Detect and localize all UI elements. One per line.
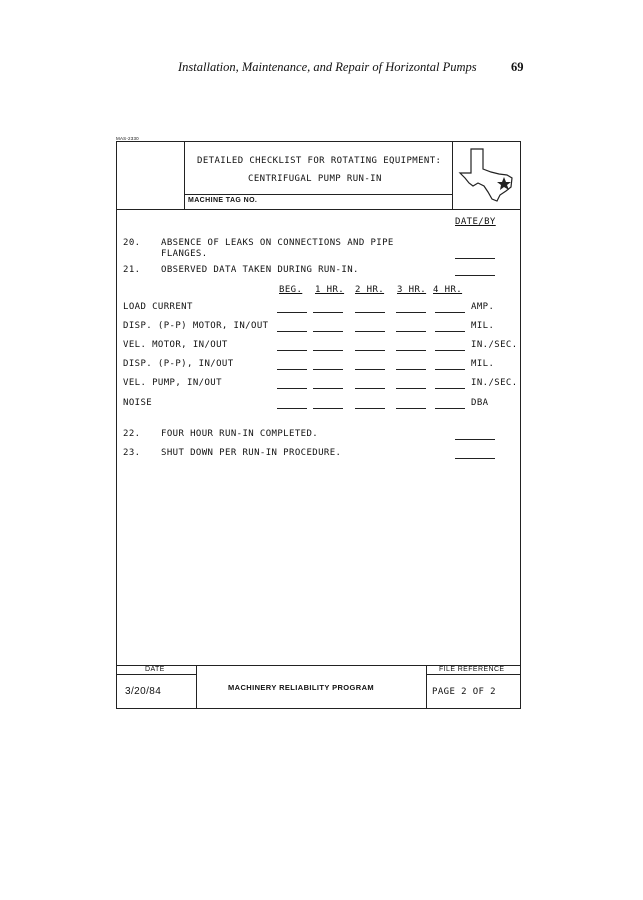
item-20-text-cont: FLANGES. — [161, 249, 208, 259]
col-header-4hr: 4 HR. — [433, 285, 463, 295]
footer-date-label: DATE — [145, 666, 165, 673]
col-header-3hr: 3 HR. — [397, 285, 427, 295]
header-divider-right — [452, 142, 453, 210]
item-22-text: FOUR HOUR RUN-IN COMPLETED. — [161, 429, 319, 439]
header-tag-line — [184, 194, 452, 195]
reading-blank[interactable] — [313, 331, 343, 332]
reading-blank[interactable] — [435, 388, 465, 389]
item-22-signoff[interactable] — [455, 439, 495, 440]
footer-divider-right — [426, 665, 427, 709]
item-20-text: ABSENCE OF LEAKS ON CONNECTIONS AND PIPE — [161, 238, 394, 248]
date-by-label: DATE/BY — [455, 217, 496, 227]
footer-date-value: 3/20/84 — [125, 686, 162, 697]
row-unit: IN./SEC. — [471, 340, 518, 350]
reading-blank[interactable] — [313, 312, 343, 313]
reading-blank[interactable] — [355, 312, 385, 313]
reading-blank[interactable] — [396, 350, 426, 351]
reading-blank[interactable] — [277, 350, 307, 351]
row-unit: AMP. — [471, 302, 495, 312]
checklist-form — [116, 141, 521, 709]
row-unit: MIL. — [471, 359, 495, 369]
reading-blank[interactable] — [355, 408, 385, 409]
row-label: VEL. MOTOR, IN/OUT — [123, 340, 228, 350]
row-label: DISP. (P-P) MOTOR, IN/OUT — [123, 321, 269, 331]
form-number: MAS-2330 — [116, 136, 139, 141]
reading-blank[interactable] — [277, 312, 307, 313]
page-header — [0, 60, 643, 80]
reading-blank[interactable] — [313, 408, 343, 409]
item-23-signoff[interactable] — [455, 458, 495, 459]
reading-blank[interactable] — [355, 388, 385, 389]
row-label: VEL. PUMP, IN/OUT — [123, 378, 222, 388]
reading-blank[interactable] — [277, 408, 307, 409]
checklist-subtitle: CENTRIFUGAL PUMP RUN-IN — [248, 174, 382, 184]
machine-tag-label: MACHINE TAG NO. — [188, 197, 258, 204]
reading-blank[interactable] — [396, 331, 426, 332]
reading-blank[interactable] — [435, 408, 465, 409]
page-number: 69 — [511, 60, 524, 74]
item-20-number: 20. — [123, 238, 141, 248]
col-header-beg: BEG. — [279, 285, 303, 295]
item-22-number: 22. — [123, 429, 141, 439]
reading-blank[interactable] — [435, 350, 465, 351]
reading-blank[interactable] — [313, 369, 343, 370]
header-bottom-line — [117, 209, 520, 210]
reading-blank[interactable] — [277, 331, 307, 332]
reading-blank[interactable] — [277, 369, 307, 370]
footer-file-ref-label: FILE REFERENCE — [439, 666, 505, 673]
reading-blank[interactable] — [313, 350, 343, 351]
reading-blank[interactable] — [313, 388, 343, 389]
texas-logo-icon — [457, 147, 517, 203]
reading-blank[interactable] — [435, 331, 465, 332]
item-20-signoff[interactable] — [455, 258, 495, 259]
row-unit: MIL. — [471, 321, 495, 331]
reading-blank[interactable] — [355, 350, 385, 351]
reading-blank[interactable] — [396, 408, 426, 409]
reading-blank[interactable] — [435, 369, 465, 370]
row-label: DISP. (P-P), IN/OUT — [123, 359, 234, 369]
row-label: NOISE — [123, 398, 153, 408]
col-header-1hr: 1 HR. — [315, 285, 345, 295]
checklist-title: DETAILED CHECKLIST FOR ROTATING EQUIPMENT: — [197, 156, 442, 166]
row-label: LOAD CURRENT — [123, 302, 193, 312]
item-23-number: 23. — [123, 448, 141, 458]
row-unit: DBA — [471, 398, 489, 408]
reading-blank[interactable] — [355, 369, 385, 370]
running-title: Installation, Maintenance, and Repair of Horizontal Pumps — [178, 60, 477, 74]
reading-blank[interactable] — [355, 331, 385, 332]
row-unit: IN./SEC. — [471, 378, 518, 388]
reading-blank[interactable] — [396, 312, 426, 313]
footer-file-line — [426, 674, 520, 675]
item-21-number: 21. — [123, 265, 141, 275]
reading-blank[interactable] — [277, 388, 307, 389]
header-divider-left — [184, 142, 185, 210]
item-21-text: OBSERVED DATA TAKEN DURING RUN-IN. — [161, 265, 359, 275]
reading-blank[interactable] — [396, 369, 426, 370]
col-header-2hr: 2 HR. — [355, 285, 385, 295]
footer-divider-left — [196, 665, 197, 709]
reading-blank[interactable] — [435, 312, 465, 313]
reading-blank[interactable] — [396, 388, 426, 389]
item-23-text: SHUT DOWN PER RUN-IN PROCEDURE. — [161, 448, 342, 458]
machine-tag-field[interactable] — [267, 206, 447, 207]
footer-page-ref: PAGE 2 OF 2 — [432, 687, 497, 697]
footer-date-line — [117, 674, 196, 675]
footer-program: MACHINERY RELIABILITY PROGRAM — [228, 683, 375, 692]
item-21-signoff[interactable] — [455, 275, 495, 276]
